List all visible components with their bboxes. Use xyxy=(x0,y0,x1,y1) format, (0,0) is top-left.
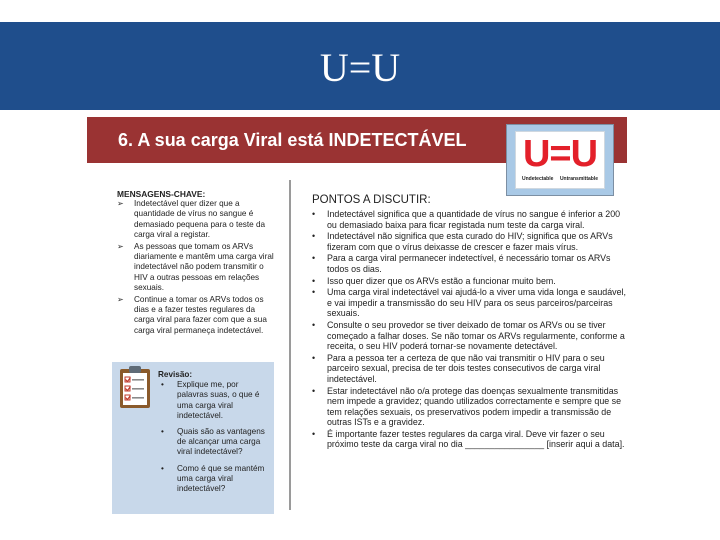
discussion-item xyxy=(312,209,632,230)
bullet-dot-icon: • xyxy=(161,380,164,390)
bullet-dot-icon: • xyxy=(312,287,316,298)
key-message-text: Continue a tomar os ARVs todos os dias e a fazer testes regulares da carga viral para fazer com que a sua carga viral permaneça indetectável. xyxy=(134,295,267,335)
uu-logo xyxy=(506,124,614,196)
discussion-item-text: É importante fazer testes regulares da carga viral. Deve vir fazer o seu próximo teste da carga viral no dia ________________ [inserir aqui a data]. xyxy=(327,428,625,450)
uu-logo-text: U=U xyxy=(522,133,598,175)
bullet-dot-icon: • xyxy=(161,427,164,437)
bullet-dot-icon: • xyxy=(312,352,316,363)
review-item-text: Como é que se mantém uma carga viral indetectável? xyxy=(177,463,265,494)
uu-logo-right-caption: Untransmittable xyxy=(559,176,598,182)
discussion-item xyxy=(312,231,632,252)
review-item xyxy=(158,464,270,495)
key-message-item xyxy=(117,295,277,336)
discussion-item-text: Estar indetectável não o/a protege das doenças sexualmente transmitidas nem impede a gravidez; quando utilizados correctamente e sempre que se tem relações sexuais, os preservativos podem impedir a transmissão de outras ISTs e a gravidez. xyxy=(327,385,622,428)
review-item-text: Quais são as vantagens de alcançar uma carga viral indetectável? xyxy=(177,427,265,457)
key-message-text: Indetectável quer dizer que a quantidade de vírus no sangue é demasiado pequena para o teste da carga viral a registar. xyxy=(134,199,266,239)
discussion-item xyxy=(312,320,632,352)
key-messages-list xyxy=(117,199,277,336)
discussion-item-text: Indetectável significa que a quantidade de vírus no sangue é inferior a 200 ou demasiado baixa para ficar registada num teste da carga viral. xyxy=(327,209,621,230)
review-list xyxy=(158,380,270,494)
bullet-dot-icon: • xyxy=(312,209,316,219)
review-item xyxy=(158,380,270,421)
discussion-item-text: Consulte o seu provedor se tiver deixado de tomar os ARVs ou se tiver começado a falhar doses. Se não tomar os ARVs regularmente, conforme a receita, o seu HIV poderá tornar-se novamente detectável. xyxy=(327,319,625,352)
uu-logo-left-caption: Undetectable xyxy=(522,176,554,182)
review-content xyxy=(158,370,270,500)
bullet-dot-icon: • xyxy=(161,463,164,473)
discussion-heading: PONTOS A DISCUTIR: xyxy=(312,194,431,206)
key-message-item xyxy=(117,199,277,240)
discussion-item xyxy=(312,386,632,428)
bullet-dot-icon: • xyxy=(312,275,316,286)
discussion-item-text: Para a carga viral permanecer indetectível, é necessário tomar os ARVs todos os dias. xyxy=(327,253,611,274)
discussion-item xyxy=(312,429,632,450)
discussion-item xyxy=(312,253,632,274)
arrow-bullet-icon: ➢ xyxy=(117,242,124,252)
bullet-dot-icon: • xyxy=(312,253,316,264)
key-message-item xyxy=(117,242,277,293)
key-messages-heading: MENSAGENS-CHAVE: xyxy=(117,189,206,199)
discussion-item xyxy=(312,276,632,287)
key-message-text: As pessoas que tomam os ARVs diariamente e mantêm uma carga viral indetectável não podem transmitir o HIV a outras pessoas em relações sexuais. xyxy=(134,242,274,292)
discussion-list xyxy=(312,209,632,450)
discussion-item-text: Isso quer dizer que os ARVs estão a funcionar muito bem. xyxy=(327,275,556,286)
discussion-item-text: Para a pessoa ter a certeza de que não vai transmitir o HIV para o seu parceiro sexual, precisa de ter dois testes consecutivos de carga viral indetectável. xyxy=(327,352,605,384)
discussion-item-text: Indetectável não significa que esta curado do HIV; significa que os ARVs fizeram com que o vírus deixasse de crescer e fazer mais vírus. xyxy=(327,231,613,252)
bullet-dot-icon: • xyxy=(312,428,316,439)
bullet-dot-icon: • xyxy=(312,231,316,242)
discussion-item xyxy=(312,353,632,385)
uu-logo-inner xyxy=(515,131,605,189)
section-title: 6. A sua carga Viral está INDETECTÁVEL xyxy=(118,130,467,150)
review-panel xyxy=(112,362,274,514)
clipboard-checklist-icon xyxy=(118,365,152,409)
column-divider xyxy=(289,180,291,510)
arrow-bullet-icon: ➢ xyxy=(117,295,124,305)
review-item xyxy=(158,427,270,458)
review-item-text: Explique me, por palavras suas, o que é uma carga viral indetectável. xyxy=(177,380,260,420)
key-messages xyxy=(117,189,277,338)
arrow-bullet-icon: ➢ xyxy=(117,199,124,209)
discussion-item xyxy=(312,287,632,319)
bullet-dot-icon: • xyxy=(312,385,316,396)
discussion-points xyxy=(312,193,632,451)
slide-title: U=U xyxy=(319,45,401,90)
discussion-item-text: Uma carga viral indetectável vai ajudá-lo a viver uma vida longa e saudável, e vai impedir a transmissão do seu HIV para os seus parceiros/parceiras sexuais. xyxy=(327,287,626,319)
review-heading: Revisão: xyxy=(158,370,193,379)
bullet-dot-icon: • xyxy=(312,319,316,330)
